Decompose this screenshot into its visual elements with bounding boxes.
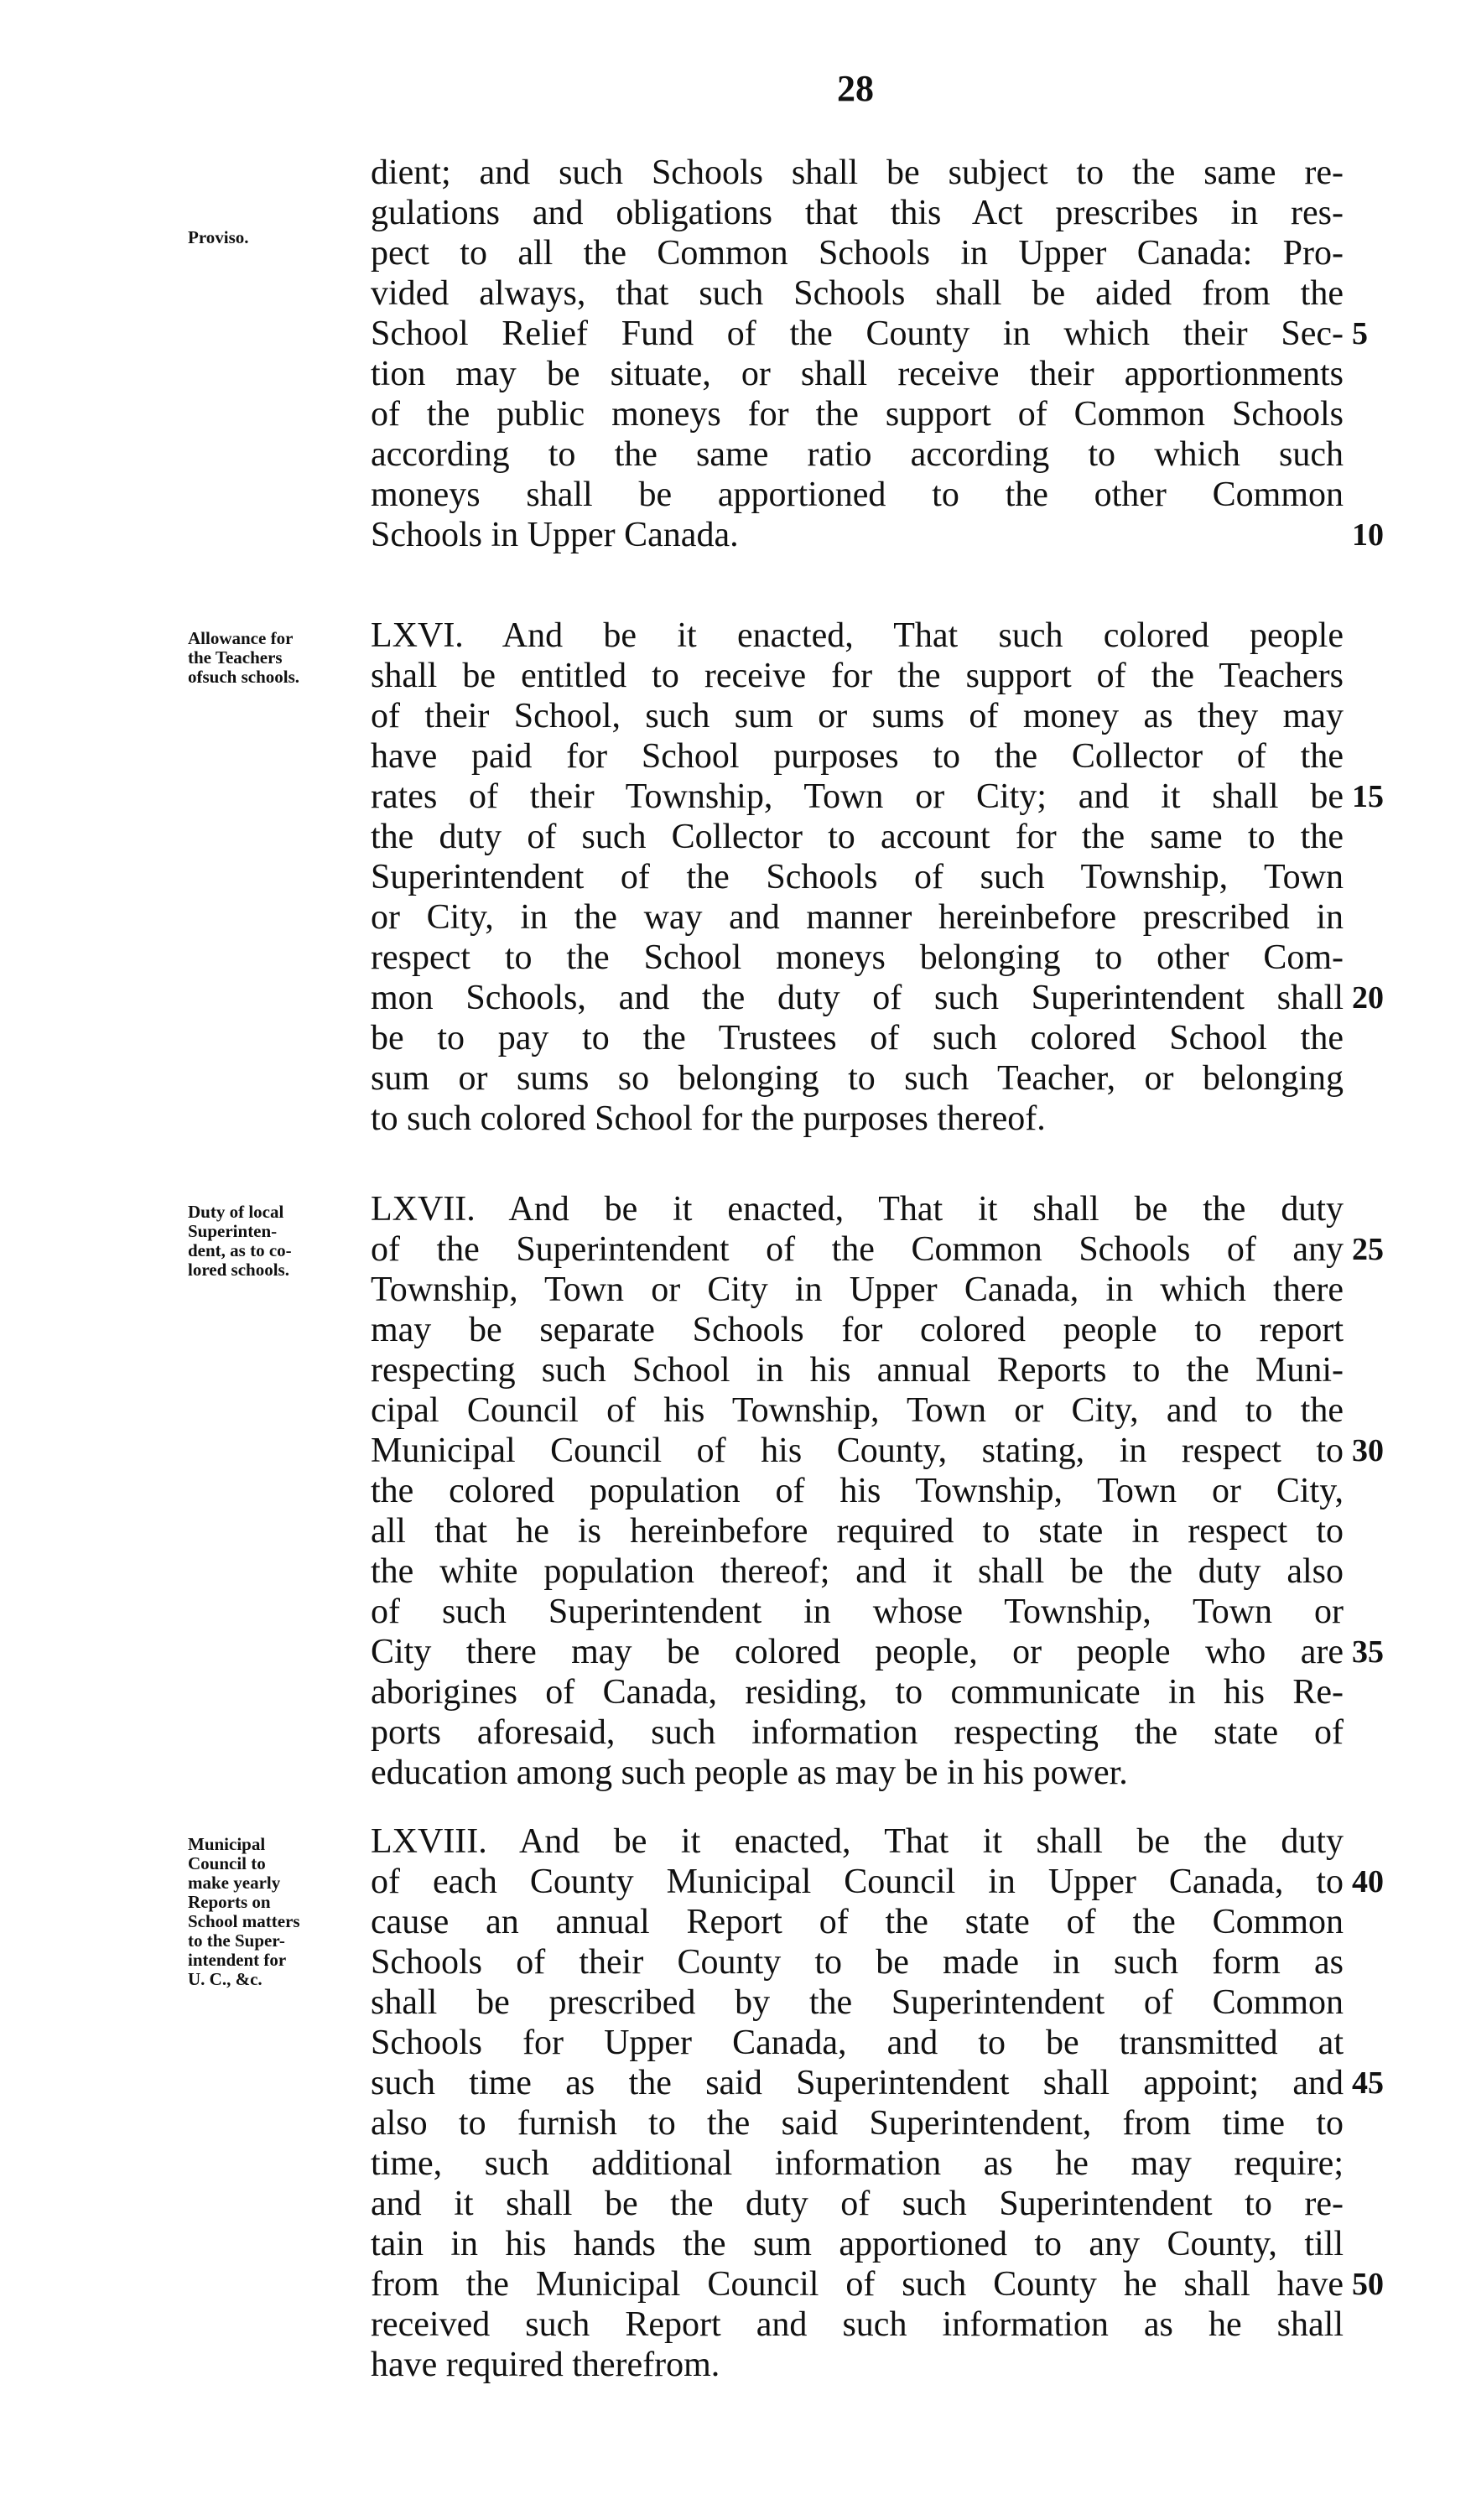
text-line: cause an annual Report of the state of the Common — [371, 1903, 1344, 1941]
line-number: 30 — [1352, 1433, 1384, 1468]
text-line: the colored population of his Township, Town or City, — [371, 1472, 1344, 1510]
text-line: Schools for Upper Canada, and to be transmitted at — [371, 2024, 1344, 2062]
text-line: rates of their Township, Town or City; and it shall be — [371, 777, 1344, 816]
margin-note: Duty of local Superinten- dent, as to co- lored schools. — [188, 1202, 292, 1280]
text-line: to such colored School for the purposes thereof. — [371, 1099, 1046, 1138]
line-number: 10 — [1352, 517, 1384, 553]
text-line: School Relief Fund of the County in which their Sec- — [371, 314, 1344, 353]
text-line: or City, in the way and manner hereinbefore prescribed in — [371, 898, 1344, 937]
text-line: pect to all the Common Schools in Upper Canada: Pro- — [371, 234, 1344, 273]
text-line: all that he is hereinbefore required to state in respect to — [371, 1512, 1344, 1551]
text-line: according to the same ratio according to which such — [371, 435, 1344, 474]
section-body — [371, 153, 1344, 555]
text-line: respecting such School in his annual Reports to the Muni- — [371, 1351, 1344, 1390]
text-line: dient; and such Schools shall be subject to the same re- — [371, 153, 1344, 192]
text-line: LXVIII. And be it enacted, That it shall be the duty — [371, 1822, 1344, 1861]
text-line: time, such additional information as he may require; — [371, 2144, 1344, 2183]
text-line: Township, Town or City in Upper Canada, in which there — [371, 1270, 1344, 1309]
text-line: be to pay to the Trustees of such colored School the — [371, 1019, 1344, 1057]
text-line: have required therefrom. — [371, 2346, 720, 2384]
section-body — [371, 616, 1344, 1139]
text-line: and it shall be the duty of such Superintendent to re- — [371, 2185, 1344, 2223]
text-line: may be separate Schools for colored people to report — [371, 1311, 1344, 1349]
text-line: ports aforesaid, such information respecting the state of — [371, 1713, 1344, 1752]
section-body — [371, 1821, 1344, 2385]
margin-note: Allowance for the Teachers ofsuch schools. — [188, 628, 300, 687]
text-line: such time as the said Superintendent shall appoint; and — [371, 2064, 1344, 2102]
text-line: Schools in Upper Canada. — [371, 516, 739, 554]
line-number: 5 — [1352, 316, 1368, 351]
page-number: 28 — [837, 68, 874, 109]
text-line: received such Report and such information as he shall — [371, 2305, 1344, 2344]
text-line: education among such people as may be in his power. — [371, 1754, 1128, 1792]
text-line: the white population thereof; and it shall be the duty also — [371, 1552, 1344, 1591]
text-line: Municipal Council of his County, stating, in respect to — [371, 1431, 1344, 1470]
text-line: respect to the School moneys belonging to other Com- — [371, 938, 1344, 977]
text-line: the duty of such Collector to account for the same to the — [371, 818, 1344, 856]
line-number: 40 — [1352, 1864, 1384, 1899]
text-line: of the Superintendent of the Common Schools of any — [371, 1230, 1344, 1269]
text-line: sum or sums so belonging to such Teacher, or belonging — [371, 1059, 1344, 1098]
line-number: 25 — [1352, 1232, 1384, 1267]
text-line: Superintendent of the Schools of such Township, Town — [371, 858, 1344, 896]
text-line: tain in his hands the sum apportioned to any County, till — [371, 2225, 1344, 2263]
line-number: 50 — [1352, 2267, 1384, 2302]
text-line: have paid for School purposes to the Collector of the — [371, 737, 1344, 776]
text-line: aborigines of Canada, residing, to communicate in his Re- — [371, 1673, 1344, 1712]
text-line: LXVII. And be it enacted, That it shall be the duty — [371, 1190, 1344, 1229]
text-line: vided always, that such Schools shall be aided from the — [371, 274, 1344, 313]
text-line: shall be entitled to receive for the support of the Teachers — [371, 657, 1344, 695]
text-line: Schools of their County to be made in such form as — [371, 1943, 1344, 1982]
text-line: LXVI. And be it enacted, That such colored people — [371, 616, 1344, 655]
margin-note: Municipal Council to make yearly Reports on School matters to the Super- intendent for U. C., &c. — [188, 1834, 300, 1989]
section-body — [371, 1189, 1344, 1793]
line-number: 45 — [1352, 2065, 1384, 2101]
text-line: cipal Council of his Township, Town or City, and to the — [371, 1391, 1344, 1430]
text-line: mon Schools, and the duty of such Superintendent shall — [371, 979, 1344, 1017]
text-line: of such Superintendent in whose Township, Town or — [371, 1593, 1344, 1631]
text-line: City there may be colored people, or people who are — [371, 1633, 1344, 1671]
line-number: 15 — [1352, 779, 1384, 814]
text-line: of each County Municipal Council in Upper Canada, to — [371, 1863, 1344, 1901]
line-number: 20 — [1352, 980, 1384, 1016]
text-line: moneys shall be apportioned to the other Common — [371, 475, 1344, 514]
text-line: gulations and obligations that this Act prescribes in res- — [371, 194, 1344, 232]
text-line: from the Municipal Council of such County he shall have — [371, 2265, 1344, 2304]
text-line: shall be prescribed by the Superintendent of Common — [371, 1983, 1344, 2022]
text-line: of their School, such sum or sums of money as they may — [371, 697, 1344, 735]
text-line: of the public moneys for the support of Common Schools — [371, 395, 1344, 434]
margin-note: Proviso. — [188, 227, 249, 247]
text-line: tion may be situate, or shall receive their apportionments — [371, 355, 1344, 393]
line-number: 35 — [1352, 1634, 1384, 1670]
text-line: also to furnish to the said Superintendent, from time to — [371, 2104, 1344, 2143]
